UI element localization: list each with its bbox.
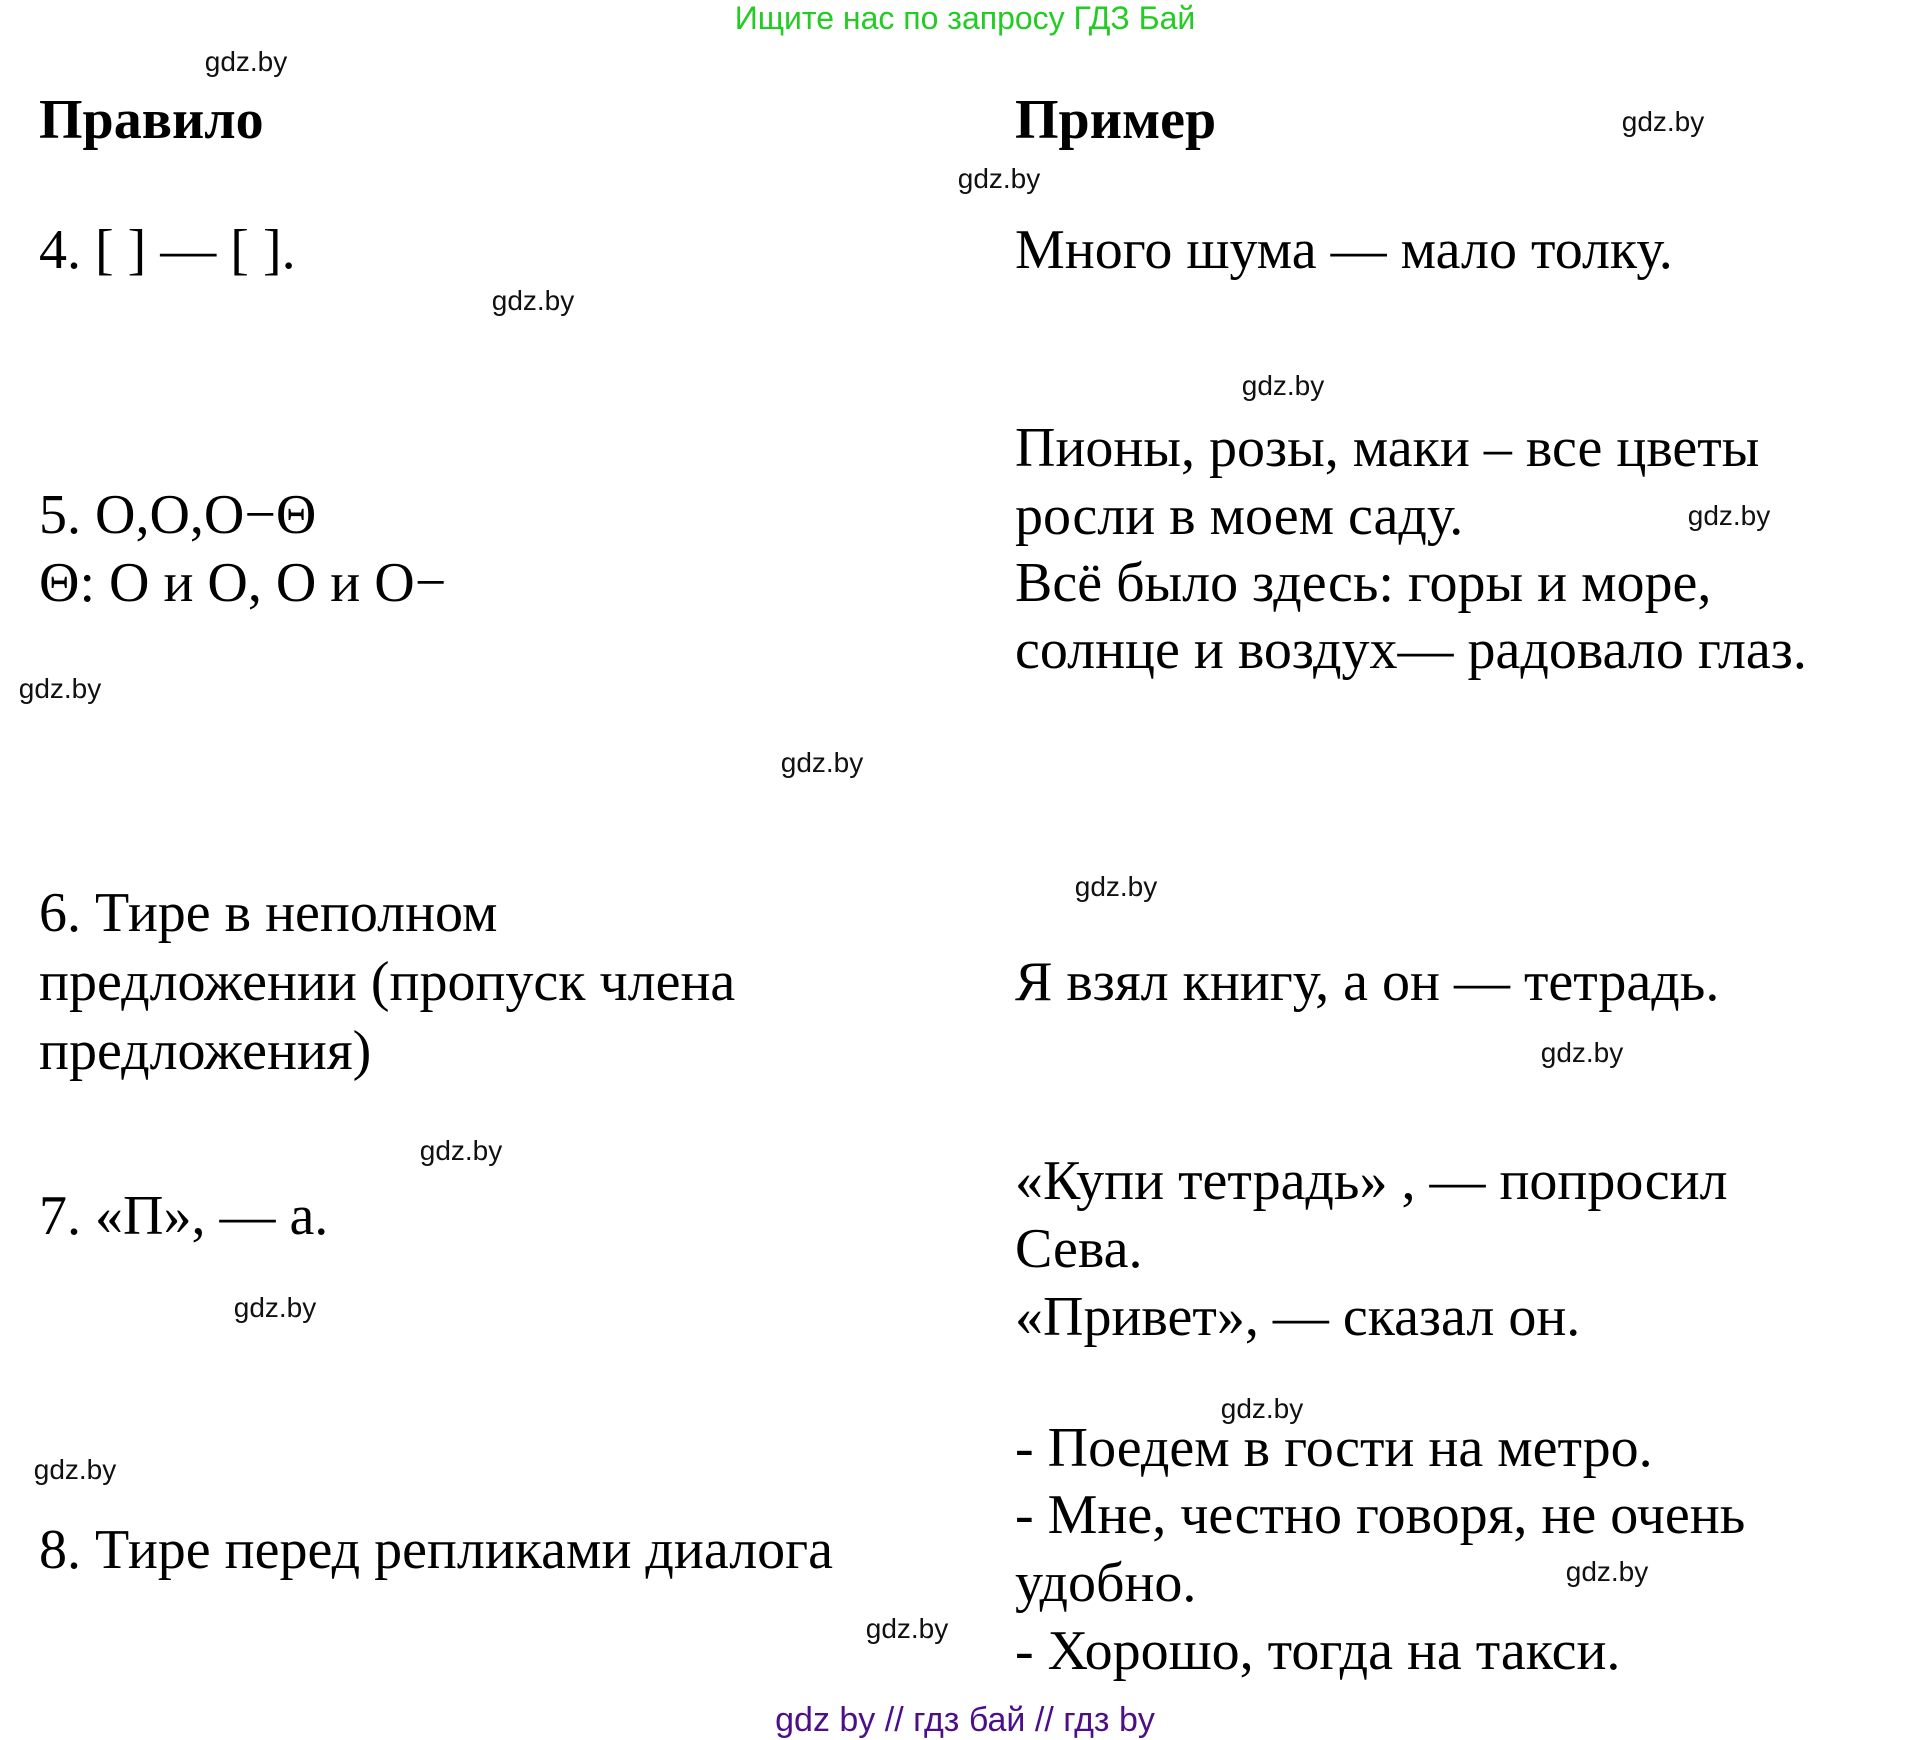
watermark: gdz.by	[233, 1292, 317, 1323]
watermark: gdz.by	[1621, 106, 1705, 137]
example-column-header: Пример	[1015, 89, 1217, 151]
watermark: gdz.by	[1220, 1393, 1304, 1424]
rule-6-line: 6. Тире в неполном	[39, 882, 498, 944]
watermark: gdz.by	[18, 673, 102, 704]
rule-7: 7. «П», — а.	[39, 1185, 329, 1247]
example-8-line: - Мне, честно говоря, не очень	[1015, 1484, 1746, 1546]
example-4: Много шума — мало толку.	[1015, 219, 1673, 281]
example-5-line: солнце и воздух— радовало глаз.	[1015, 619, 1807, 681]
rule-6-line: предложении (пропуск члена	[39, 951, 736, 1013]
rule-8: 8. Тире перед репликами диалога	[39, 1519, 834, 1581]
watermark: gdz.by	[865, 1613, 949, 1644]
watermark: gdz.by	[491, 285, 575, 316]
example-8-line: - Поедем в гости на метро.	[1015, 1417, 1653, 1479]
rule-column-header: Правило	[39, 89, 264, 151]
watermark: gdz.by	[1074, 871, 1158, 902]
example-7-line: Сева.	[1015, 1218, 1143, 1280]
watermark: gdz.by	[419, 1135, 503, 1166]
example-5-line: росли в моем саду.	[1015, 485, 1464, 547]
rule-4: 4. [ ] — [ ].	[39, 219, 296, 281]
example-8-line: - Хорошо, тогда на такси.	[1015, 1620, 1621, 1682]
watermark: gdz.by	[957, 163, 1041, 194]
example-7-line: «Привет», — сказал он.	[1015, 1286, 1581, 1348]
watermark: gdz.by	[204, 46, 288, 77]
watermark: gdz.by	[1565, 1556, 1649, 1587]
watermark: gdz.by	[1241, 370, 1325, 401]
watermark: gdz.by	[33, 1454, 117, 1485]
watermark: gdz.by	[1540, 1037, 1624, 1068]
example-5-line: Всё было здесь: горы и море,	[1015, 552, 1712, 614]
rule-5-line: 5. O,O,O−Θ	[39, 484, 317, 546]
footer-links: gdz by // гдз бай // гдз by	[775, 1701, 1155, 1739]
watermark: gdz.by	[1687, 500, 1771, 531]
example-8-line: удобно.	[1015, 1552, 1197, 1614]
rule-5-line: Θ: O и O, O и O−	[39, 552, 447, 614]
example-7-line: «Купи тетрадь» , — попросил	[1015, 1150, 1728, 1212]
example-5-line: Пионы, розы, маки – все цветы	[1015, 417, 1760, 479]
example-6: Я взял книгу, а он — тетрадь.	[1015, 951, 1720, 1013]
search-banner: Ищите нас по запросу ГДЗ Бай	[734, 0, 1196, 36]
watermark: gdz.by	[780, 747, 864, 778]
rule-6-line: предложения)	[39, 1020, 372, 1082]
